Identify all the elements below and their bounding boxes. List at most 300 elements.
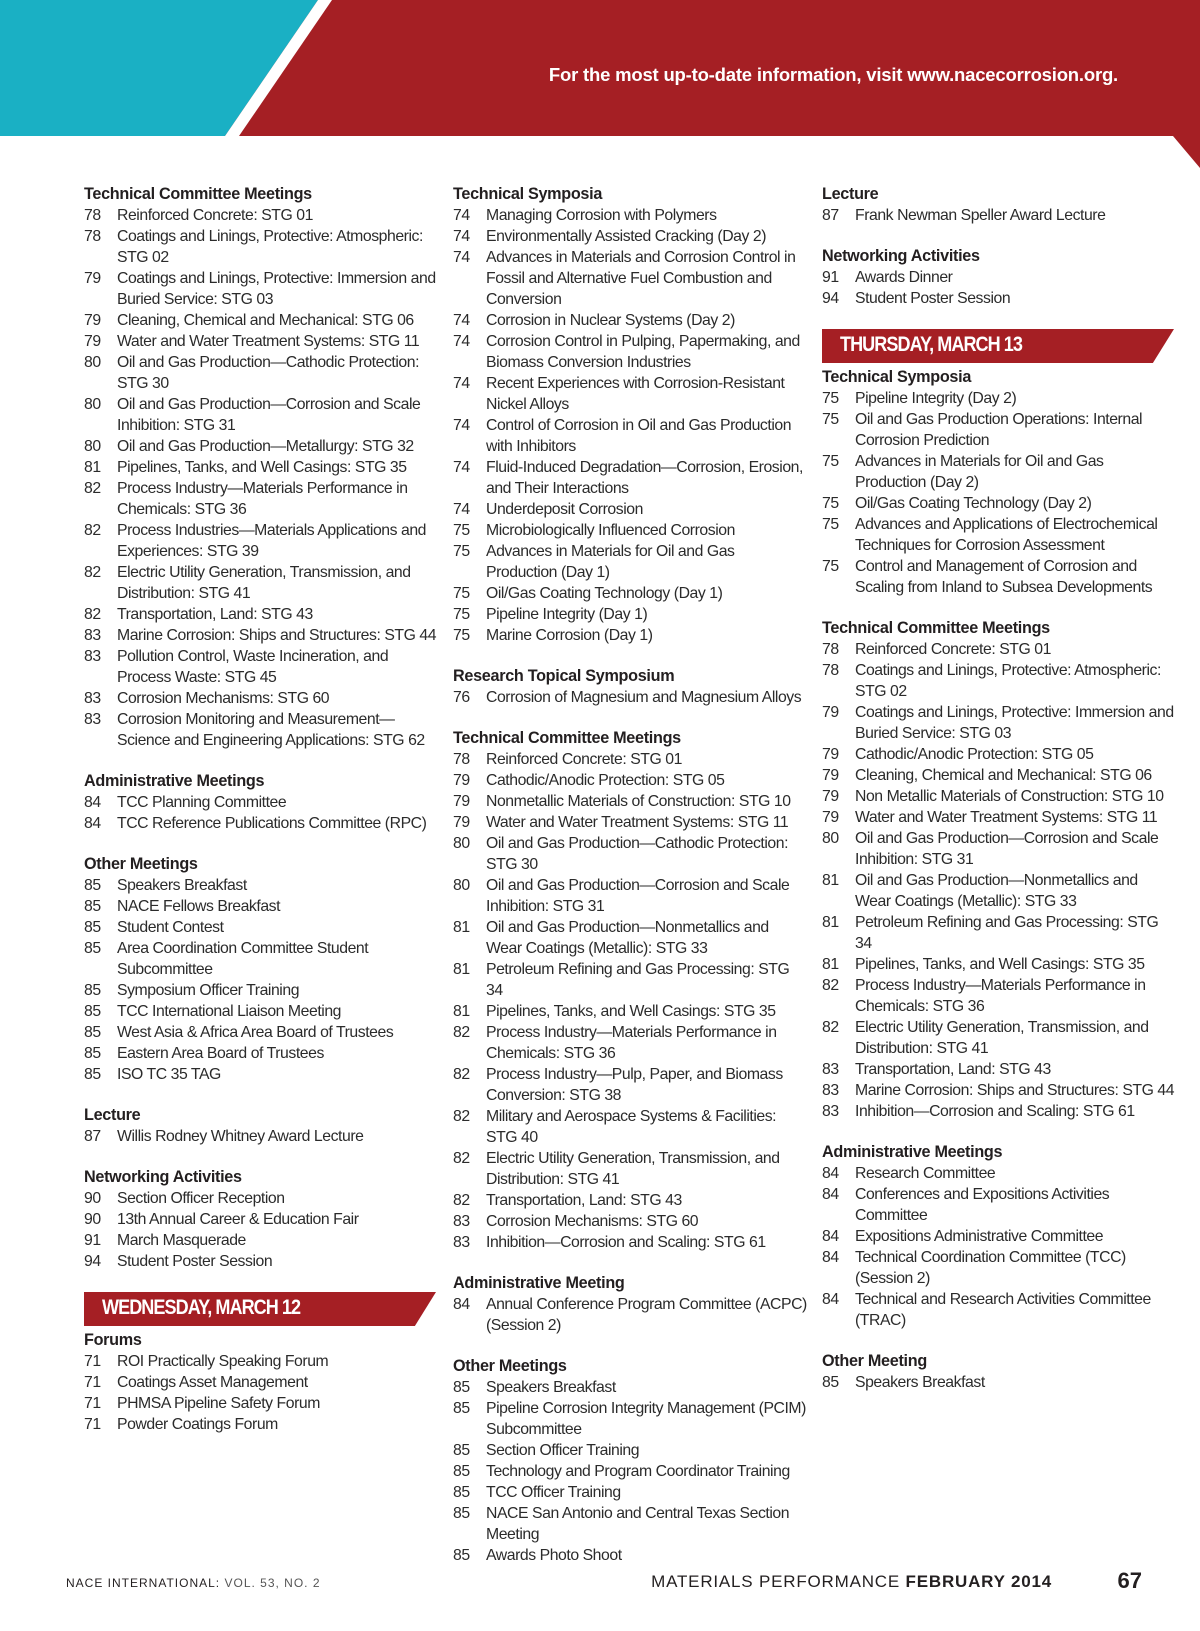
section-title: Technical Symposia — [822, 368, 972, 386]
day-banner — [822, 329, 1174, 363]
list-item — [84, 226, 439, 268]
event-name: TCC Reference Publications Committee (RPC) — [117, 815, 427, 832]
list-item — [822, 1059, 1177, 1080]
issue-date: FEBRUARY 2014 — [905, 1572, 1052, 1591]
event-name: Process Industry—Materials Performance in Chemicals: STG 36 — [486, 1024, 777, 1062]
event-name: Cleaning, Chemical and Mechanical: STG 06 — [855, 767, 1152, 784]
list-item — [822, 556, 1177, 598]
schedule-section — [84, 1167, 439, 1272]
page-ref: 81 — [453, 1003, 470, 1020]
page-ref: 81 — [822, 872, 839, 889]
event-name: Area Coordination Committee Student Subcommittee — [117, 940, 369, 978]
schedule-section — [822, 246, 1177, 309]
schedule-section — [822, 184, 1177, 226]
page-ref: 82 — [453, 1150, 470, 1167]
page-ref: 75 — [453, 522, 470, 539]
list-item — [822, 451, 1177, 493]
page-ref: 71 — [84, 1374, 101, 1391]
event-name: Managing Corrosion with Polymers — [486, 207, 717, 224]
page-ref: 79 — [822, 704, 839, 721]
list-item — [84, 1209, 439, 1230]
page-ref: 85 — [453, 1547, 470, 1564]
list-item — [84, 394, 439, 436]
event-name: Section Officer Training — [486, 1442, 640, 1459]
event-name: Coatings and Linings, Protective: Immersion and Buried Service: STG 03 — [855, 704, 1174, 742]
list-item — [84, 688, 439, 709]
list-item — [84, 1001, 439, 1022]
list-item — [453, 499, 808, 520]
schedule-section — [453, 728, 808, 1253]
page-ref: 85 — [453, 1463, 470, 1480]
page-ref: 84 — [822, 1186, 839, 1203]
event-name: Pipeline Integrity (Day 2) — [855, 390, 1017, 407]
event-name: TCC Planning Committee — [117, 794, 287, 811]
page-ref: 75 — [453, 543, 470, 560]
page-ref: 83 — [453, 1213, 470, 1230]
page-ref: 87 — [822, 207, 839, 224]
list-item — [822, 267, 1177, 288]
event-name: Oil and Gas Production—Corrosion and Scale Inhibition: STG 31 — [117, 396, 421, 434]
list-item — [453, 770, 808, 791]
page-ref: 84 — [822, 1291, 839, 1308]
schedule-section — [453, 1273, 808, 1336]
list-item — [84, 1372, 439, 1393]
list-item — [453, 310, 808, 331]
section-title: Technical Committee Meetings — [453, 729, 681, 747]
event-name: Willis Rodney Whitney Award Lecture — [117, 1128, 364, 1145]
page-ref: 78 — [84, 228, 101, 245]
schedule-section — [822, 618, 1177, 1122]
event-name: Marine Corrosion: Ships and Structures: STG 44 — [855, 1082, 1175, 1099]
section-title: Forums — [84, 1331, 142, 1349]
page-ref: 85 — [84, 1024, 101, 1041]
list-item — [84, 331, 439, 352]
section-title: Technical Symposia — [453, 185, 603, 203]
event-name: NACE San Antonio and Central Texas Section Meeting — [486, 1505, 790, 1543]
event-name: Oil and Gas Production—Corrosion and Scale Inhibition: STG 31 — [855, 830, 1159, 868]
list-item — [84, 436, 439, 457]
event-name: Military and Aerospace Systems & Facilities: STG 40 — [486, 1108, 777, 1146]
event-name: PHMSA Pipeline Safety Forum — [117, 1395, 320, 1412]
event-name: Cleaning, Chemical and Mechanical: STG 06 — [117, 312, 414, 329]
list-item — [453, 687, 808, 708]
list-item — [822, 288, 1177, 309]
page-ref: 82 — [453, 1066, 470, 1083]
day-heading: THURSDAY, MARCH 13 — [840, 333, 1023, 356]
page-ref: 75 — [822, 558, 839, 575]
page-ref: 83 — [453, 1234, 470, 1251]
event-name: Eastern Area Board of Trustees — [117, 1045, 324, 1062]
list-item — [453, 415, 808, 457]
list-item — [84, 352, 439, 394]
page-ref: 75 — [822, 516, 839, 533]
event-name: Oil/Gas Coating Technology (Day 1) — [486, 585, 723, 602]
schedule-section — [84, 184, 439, 751]
list-item — [84, 310, 439, 331]
event-name: Speakers Breakfast — [855, 1374, 985, 1391]
list-item — [453, 875, 808, 917]
list-item — [453, 1294, 808, 1336]
page-ref: 71 — [84, 1353, 101, 1370]
page-footer — [0, 1560, 1200, 1600]
list-item — [453, 1106, 808, 1148]
event-name: Coatings and Linings, Protective: Atmospheric: STG 02 — [855, 662, 1161, 700]
event-name: ROI Practically Speaking Forum — [117, 1353, 329, 1370]
section-title: Administrative Meeting — [453, 1274, 625, 1292]
event-name: Pipelines, Tanks, and Well Casings: STG 35 — [117, 459, 407, 476]
page-ref: 82 — [84, 606, 101, 623]
page-ref: 79 — [822, 767, 839, 784]
page-ref: 81 — [453, 919, 470, 936]
event-name: Recent Experiences with Corrosion-Resistant Nickel Alloys — [486, 375, 785, 413]
page-ref: 82 — [84, 522, 101, 539]
page-ref: 85 — [84, 1003, 101, 1020]
event-name: Pipelines, Tanks, and Well Casings: STG 35 — [855, 956, 1145, 973]
event-name: Coatings and Linings, Protective: Immersion and Buried Service: STG 03 — [117, 270, 436, 308]
event-name: ISO TC 35 TAG — [117, 1066, 221, 1083]
list-item — [84, 1043, 439, 1064]
list-item — [822, 660, 1177, 702]
event-name: Expositions Administrative Committee — [855, 1228, 1104, 1245]
page-ref: 83 — [84, 627, 101, 644]
page-ref: 71 — [84, 1416, 101, 1433]
event-name: Student Contest — [117, 919, 224, 936]
list-item — [822, 975, 1177, 1017]
list-item — [84, 980, 439, 1001]
page-ref: 83 — [84, 690, 101, 707]
event-name: Oil and Gas Production—Corrosion and Scale Inhibition: STG 31 — [486, 877, 790, 915]
event-name: NACE Fellows Breakfast — [117, 898, 281, 915]
page-ref: 83 — [84, 648, 101, 665]
event-name: Advances in Materials for Oil and Gas Production (Day 1) — [486, 543, 735, 581]
event-name: Nonmetallic Materials of Construction: STG 10 — [486, 793, 791, 810]
event-name: Process Industry—Pulp, Paper, and Biomass Conversion: STG 38 — [486, 1066, 783, 1104]
list-item — [84, 1230, 439, 1251]
event-name: Pipelines, Tanks, and Well Casings: STG 35 — [486, 1003, 776, 1020]
event-name: Speakers Breakfast — [486, 1379, 616, 1396]
page-ref: 83 — [822, 1103, 839, 1120]
event-name: Oil and Gas Production Operations: Internal Corrosion Prediction — [855, 411, 1143, 449]
page-ref: 80 — [84, 396, 101, 413]
list-item — [84, 625, 439, 646]
page-ref: 81 — [822, 914, 839, 931]
schedule-section — [822, 1351, 1177, 1393]
event-name: Microbiologically Influenced Corrosion — [486, 522, 735, 539]
page-ref: 75 — [822, 390, 839, 407]
section-title: Lecture — [84, 1106, 141, 1124]
page-ref: 82 — [453, 1108, 470, 1125]
page-ref: 94 — [822, 290, 839, 307]
list-item — [453, 1503, 808, 1545]
page-ref: 91 — [822, 269, 839, 286]
event-name: Fluid-Induced Degradation—Corrosion, Erosion, and Their Interactions — [486, 459, 803, 497]
list-item — [822, 807, 1177, 828]
list-item — [453, 812, 808, 833]
event-name: TCC International Liaison Meeting — [117, 1003, 341, 1020]
page-ref: 85 — [84, 940, 101, 957]
list-item — [822, 1226, 1177, 1247]
list-item — [84, 938, 439, 980]
list-item — [453, 520, 808, 541]
list-item — [84, 268, 439, 310]
website-notice: For the most up-to-date information, visit www.nacecorrosion.org. — [548, 64, 1118, 85]
page-ref: 90 — [84, 1190, 101, 1207]
page-ref: 75 — [822, 495, 839, 512]
event-name: Coatings and Linings, Protective: Atmospheric: STG 02 — [117, 228, 423, 266]
list-item — [84, 1351, 439, 1372]
header-banner — [0, 0, 1200, 168]
page-ref: 78 — [822, 641, 839, 658]
event-name: Electric Utility Generation, Transmission, and Distribution: STG 41 — [486, 1150, 780, 1188]
section-title: Technical Committee Meetings — [822, 619, 1050, 637]
event-name: Reinforced Concrete: STG 01 — [117, 207, 313, 224]
list-item — [84, 709, 439, 751]
page-ref: 79 — [84, 333, 101, 350]
section-title: Other Meetings — [453, 1357, 567, 1375]
list-item — [822, 744, 1177, 765]
event-name: Pollution Control, Waste Incineration, and Process Waste: STG 45 — [117, 648, 389, 686]
page-ref: 82 — [84, 564, 101, 581]
page-ref: 85 — [84, 919, 101, 936]
list-item — [84, 1251, 439, 1272]
list-item — [453, 791, 808, 812]
list-item — [84, 1188, 439, 1209]
schedule-section — [84, 854, 439, 1085]
list-item — [453, 1232, 808, 1253]
event-name: March Masquerade — [117, 1232, 246, 1249]
list-item — [822, 702, 1177, 744]
page-ref: 78 — [84, 207, 101, 224]
list-item — [453, 1190, 808, 1211]
event-name: Process Industry—Materials Performance in Chemicals: STG 36 — [117, 480, 408, 518]
page-ref: 79 — [453, 814, 470, 831]
event-name: Oil/Gas Coating Technology (Day 2) — [855, 495, 1092, 512]
page-ref: 79 — [84, 312, 101, 329]
section-title: Networking Activities — [822, 247, 980, 265]
event-name: Control and Management of Corrosion and Scaling from Inland to Subsea Developments — [855, 558, 1153, 596]
event-name: Process Industry—Materials Performance in Chemicals: STG 36 — [855, 977, 1146, 1015]
publisher-info — [66, 1576, 321, 1590]
event-name: Inhibition—Corrosion and Scaling: STG 61 — [855, 1103, 1135, 1120]
page-ref: 79 — [453, 793, 470, 810]
page-ref: 75 — [453, 606, 470, 623]
event-name: Electric Utility Generation, Transmission, and Distribution: STG 41 — [117, 564, 411, 602]
event-name: Powder Coatings Forum — [117, 1416, 278, 1433]
column-1 — [84, 184, 439, 1455]
event-name: Water and Water Treatment Systems: STG 11 — [117, 333, 420, 350]
page-ref: 71 — [84, 1395, 101, 1412]
list-item — [84, 1064, 439, 1085]
page-ref: 87 — [84, 1128, 101, 1145]
page-ref: 78 — [453, 751, 470, 768]
list-item — [453, 625, 808, 646]
event-name: Inhibition—Corrosion and Scaling: STG 61 — [486, 1234, 766, 1251]
event-name: Petroleum Refining and Gas Processing: STG 34 — [855, 914, 1159, 952]
magazine-name: MATERIALS PERFORMANCE — [651, 1572, 901, 1591]
page-ref: 79 — [453, 772, 470, 789]
schedule-section — [84, 1105, 439, 1147]
event-name: Advances and Applications of Electrochemical Techniques for Corrosion Assessment — [855, 516, 1158, 554]
page-ref: 75 — [453, 627, 470, 644]
event-name: Electric Utility Generation, Transmission, and Distribution: STG 41 — [855, 1019, 1149, 1057]
list-item — [453, 247, 808, 310]
event-name: Underdeposit Corrosion — [486, 501, 643, 518]
schedule-section — [822, 1142, 1177, 1331]
event-name: 13th Annual Career & Education Fair — [117, 1211, 359, 1228]
page-ref: 85 — [453, 1505, 470, 1522]
list-item — [453, 1001, 808, 1022]
event-name: Student Poster Session — [855, 290, 1011, 307]
list-item — [84, 478, 439, 520]
list-item — [453, 457, 808, 499]
list-item — [822, 1101, 1177, 1122]
schedule-section — [84, 771, 439, 834]
event-name: Annual Conference Program Committee (ACPC) (Session 2) — [486, 1296, 807, 1334]
event-name: Reinforced Concrete: STG 01 — [486, 751, 682, 768]
list-item — [822, 1184, 1177, 1226]
list-item — [822, 765, 1177, 786]
page-ref: 84 — [84, 794, 101, 811]
page-ref: 74 — [453, 459, 470, 476]
list-item — [453, 1211, 808, 1232]
page-ref: 85 — [822, 1374, 839, 1391]
page-ref: 82 — [822, 1019, 839, 1036]
volume-info: VOL. 53, NO. 2 — [220, 1576, 321, 1590]
list-item — [453, 331, 808, 373]
page-ref: 74 — [453, 249, 470, 266]
event-name: Water and Water Treatment Systems: STG 11 — [855, 809, 1158, 826]
list-item — [822, 828, 1177, 870]
page-ref: 79 — [84, 270, 101, 287]
page-ref: 84 — [822, 1249, 839, 1266]
page-ref: 74 — [453, 207, 470, 224]
list-item — [822, 1017, 1177, 1059]
list-item — [822, 409, 1177, 451]
section-title: Technical Committee Meetings — [84, 185, 312, 203]
list-item — [453, 583, 808, 604]
page-ref: 85 — [453, 1442, 470, 1459]
page-ref: 83 — [822, 1061, 839, 1078]
schedule-section — [822, 367, 1177, 598]
event-name: Oil and Gas Production—Cathodic Protection: STG 30 — [486, 835, 789, 873]
list-item — [84, 646, 439, 688]
list-item — [453, 1440, 808, 1461]
list-item — [84, 1126, 439, 1147]
page-ref: 76 — [453, 689, 470, 706]
event-name: Symposium Officer Training — [117, 982, 300, 999]
page-ref: 83 — [84, 711, 101, 728]
event-name: Oil and Gas Production—Nonmetallics and Wear Coatings (Metallic): STG 33 — [855, 872, 1138, 910]
list-item — [453, 604, 808, 625]
event-name: Advances in Materials for Oil and Gas Production (Day 2) — [855, 453, 1104, 491]
list-item — [822, 1163, 1177, 1184]
page-ref: 85 — [84, 898, 101, 915]
list-item — [453, 226, 808, 247]
list-item — [453, 1398, 808, 1440]
list-item — [822, 1289, 1177, 1331]
list-item — [84, 1414, 439, 1435]
list-item — [84, 896, 439, 917]
page-ref: 85 — [84, 982, 101, 999]
list-item — [453, 1064, 808, 1106]
page-ref: 81 — [453, 961, 470, 978]
publisher-name: NACE INTERNATIONAL: — [66, 1576, 221, 1590]
section-title: Administrative Meetings — [84, 772, 265, 790]
page-ref: 80 — [84, 354, 101, 371]
column-2 — [453, 184, 808, 1586]
page-ref: 81 — [84, 459, 101, 476]
page-ref: 85 — [84, 1066, 101, 1083]
page-ref: 85 — [84, 1045, 101, 1062]
event-name: Transportation, Land: STG 43 — [486, 1192, 682, 1209]
event-name: Corrosion in Nuclear Systems (Day 2) — [486, 312, 735, 329]
event-name: Control of Corrosion in Oil and Gas Production with Inhibitors — [486, 417, 792, 455]
list-item — [822, 954, 1177, 975]
event-name: Pipeline Corrosion Integrity Management (PCIM) Subcommittee — [486, 1400, 806, 1438]
list-item — [453, 373, 808, 415]
page-ref: 80 — [453, 877, 470, 894]
page-ref: 74 — [453, 333, 470, 350]
section-title: Networking Activities — [84, 1168, 242, 1186]
event-name: Technology and Program Coordinator Training — [486, 1463, 790, 1480]
page-ref: 85 — [453, 1400, 470, 1417]
page-ref: 90 — [84, 1211, 101, 1228]
page-ref: 79 — [822, 746, 839, 763]
event-name: Marine Corrosion: Ships and Structures: STG 44 — [117, 627, 437, 644]
list-item — [453, 833, 808, 875]
page-ref: 84 — [822, 1165, 839, 1182]
section-title: Lecture — [822, 185, 879, 203]
event-name: Technical Coordination Committee (TCC) (Session 2) — [855, 1249, 1126, 1287]
event-name: Cathodic/Anodic Protection: STG 05 — [486, 772, 725, 789]
page-ref: 75 — [822, 411, 839, 428]
magazine-info — [651, 1572, 1052, 1592]
list-item — [453, 749, 808, 770]
event-name: Speakers Breakfast — [117, 877, 247, 894]
page-ref: 82 — [453, 1192, 470, 1209]
event-name: Corrosion Monitoring and Measurement—Science and Engineering Applications: STG 62 — [117, 711, 425, 749]
event-name: Oil and Gas Production—Cathodic Protection: STG 30 — [117, 354, 420, 392]
page-ref: 84 — [822, 1228, 839, 1245]
page-ref: 79 — [822, 809, 839, 826]
event-name: Conferences and Expositions Activities Committee — [855, 1186, 1110, 1224]
event-name: Petroleum Refining and Gas Processing: STG 34 — [486, 961, 790, 999]
day-banner — [84, 1292, 436, 1326]
list-item — [822, 786, 1177, 807]
schedule-section — [453, 666, 808, 708]
list-item — [84, 604, 439, 625]
list-item — [822, 1247, 1177, 1289]
section-title: Administrative Meetings — [822, 1143, 1003, 1161]
list-item — [84, 875, 439, 896]
list-item — [84, 205, 439, 226]
event-name: Section Officer Reception — [117, 1190, 285, 1207]
event-name: Corrosion Control in Pulping, Papermaking, and Biomass Conversion Industries — [486, 333, 800, 371]
list-item — [453, 1377, 808, 1398]
list-item — [453, 917, 808, 959]
event-name: Technical and Research Activities Committee (TRAC) — [855, 1291, 1151, 1329]
page-ref: 94 — [84, 1253, 101, 1270]
list-item — [822, 388, 1177, 409]
page-ref: 84 — [453, 1296, 470, 1313]
page-ref: 84 — [84, 815, 101, 832]
section-title: Other Meetings — [84, 855, 198, 873]
schedule-section — [453, 1356, 808, 1566]
list-item — [822, 639, 1177, 660]
event-name: Oil and Gas Production—Metallurgy: STG 32 — [117, 438, 414, 455]
page-ref: 85 — [84, 877, 101, 894]
event-name: Process Industries—Materials Applications and Experiences: STG 39 — [117, 522, 427, 560]
